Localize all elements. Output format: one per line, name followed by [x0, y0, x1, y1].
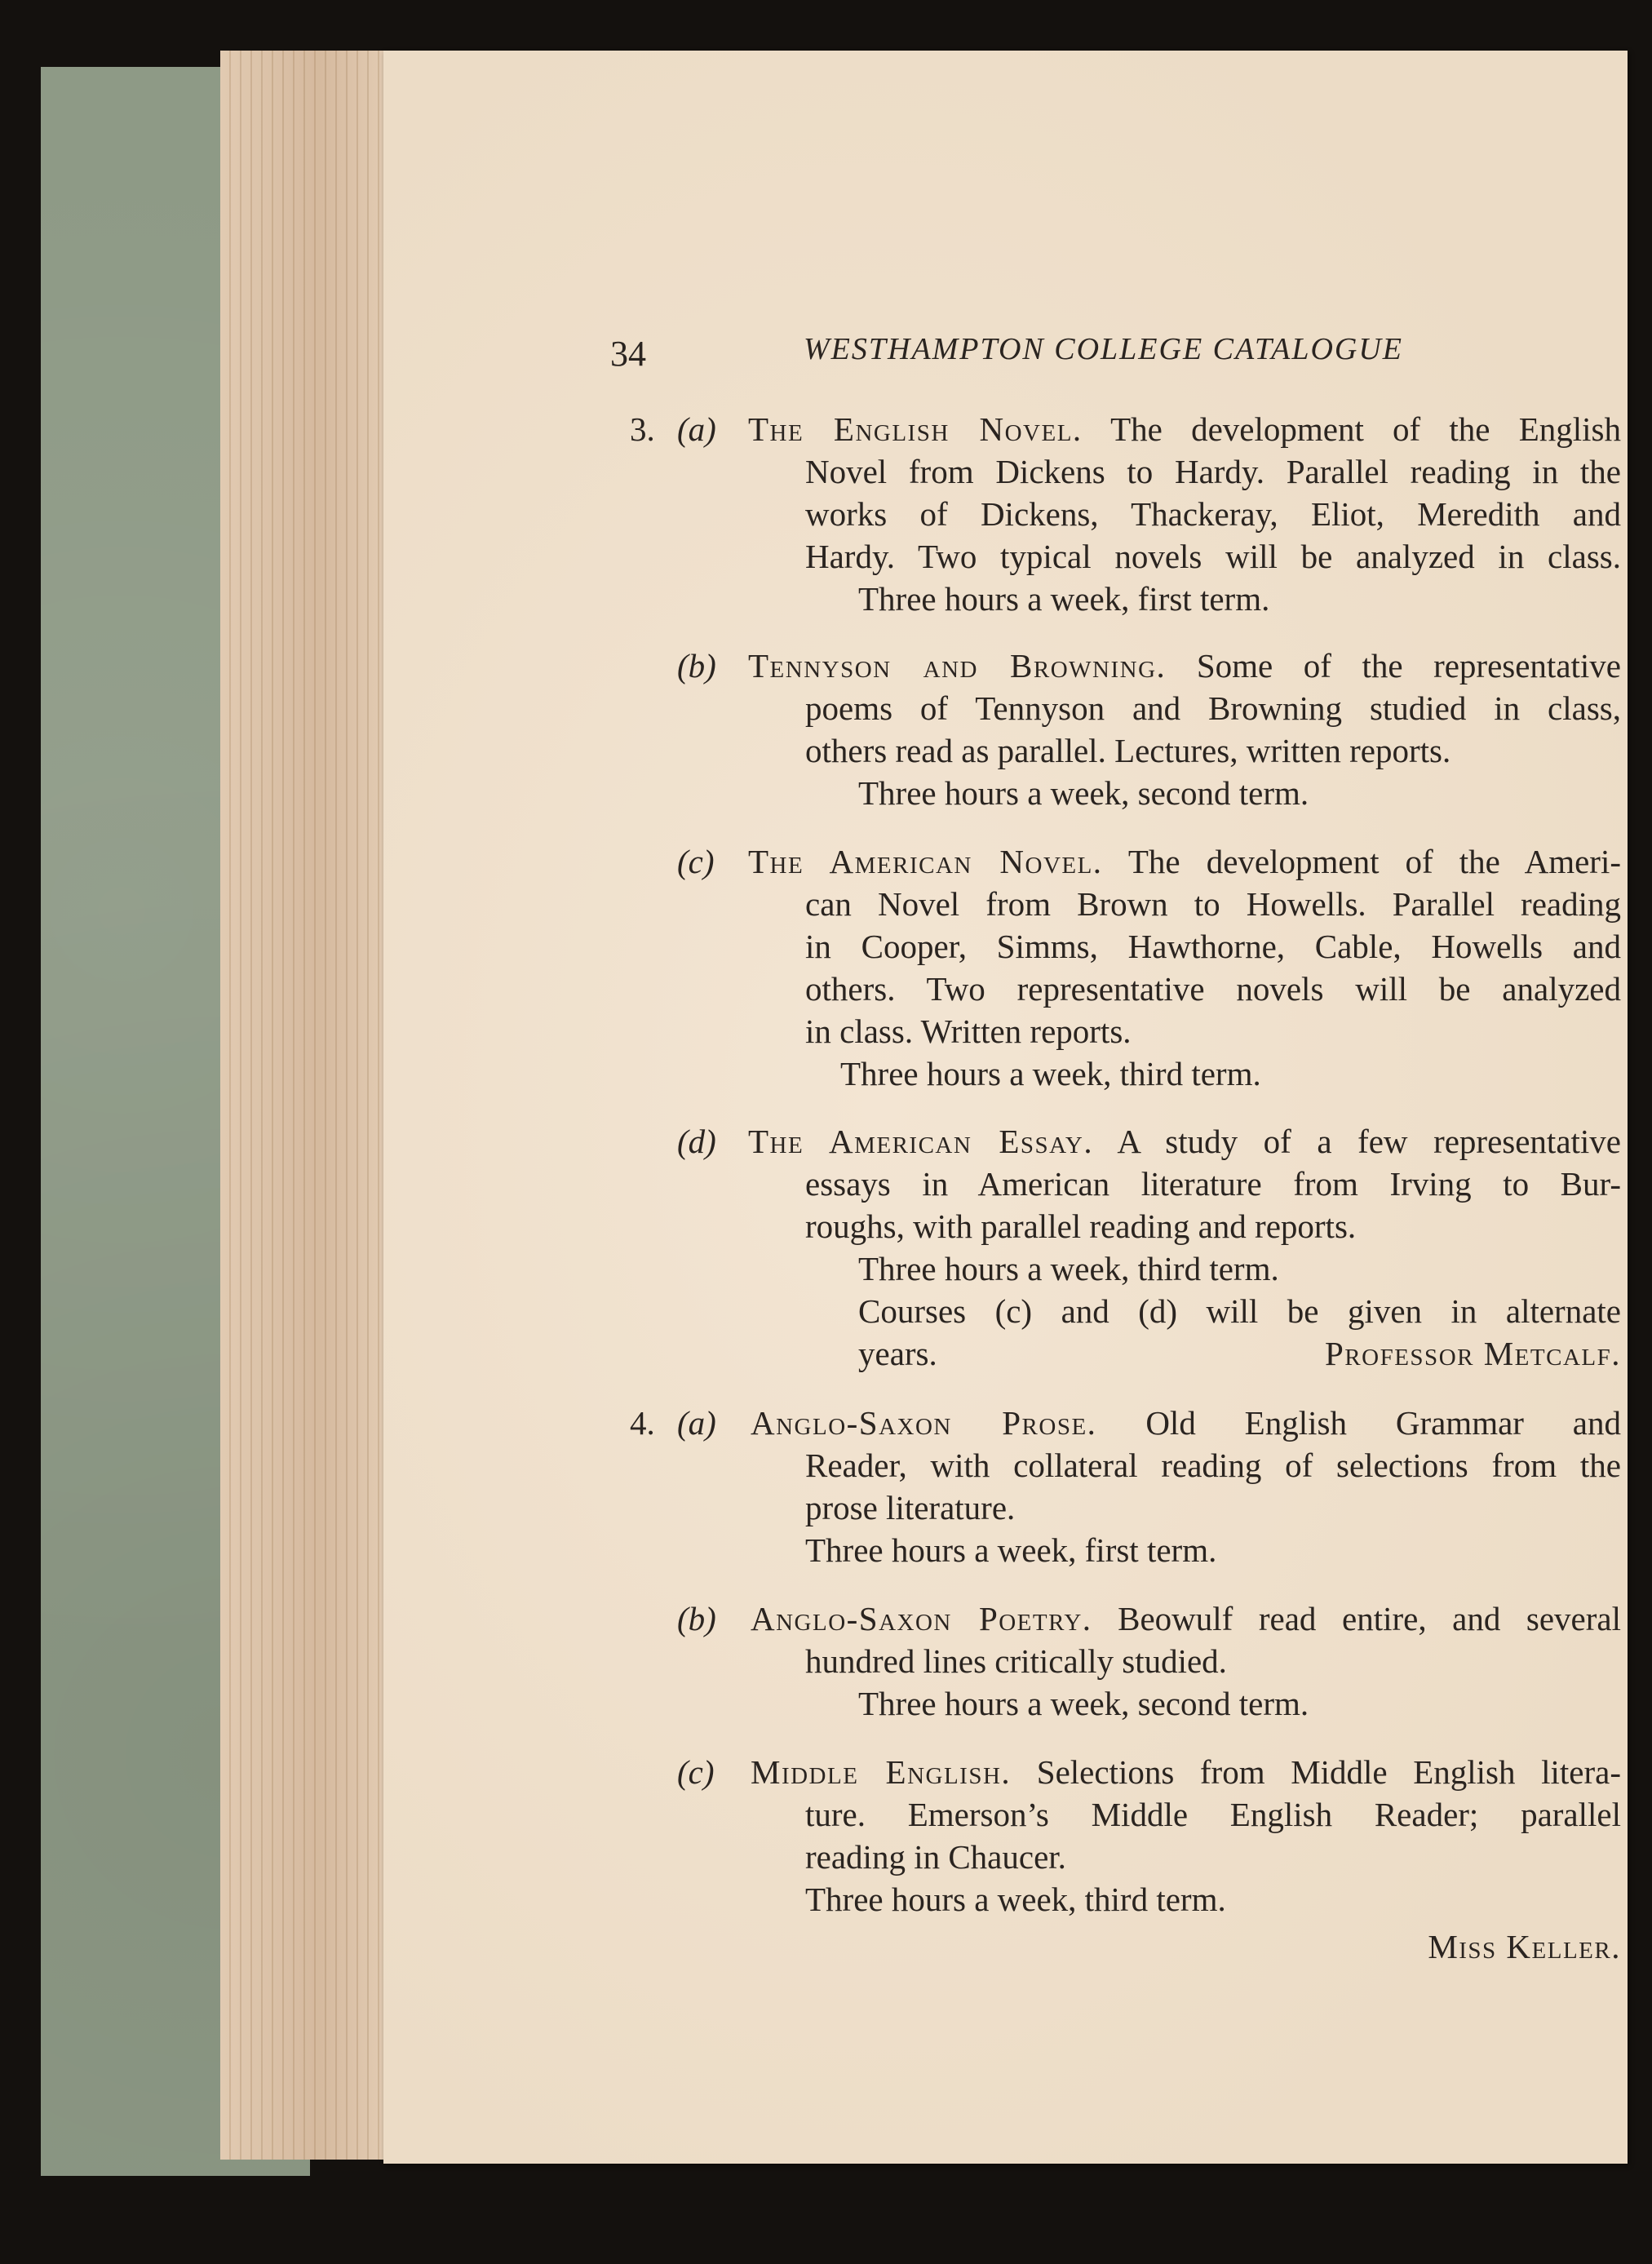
course-line: roughs, with parallel reading and reports. [805, 1207, 1357, 1245]
course-title: The American Essay. [748, 1123, 1094, 1160]
course-line: others read as parallel. Lectures, written reports. [805, 732, 1451, 769]
instructor-name: Professor Metcalf. [1325, 1335, 1621, 1372]
course-text: A study of a few representative [1117, 1123, 1621, 1160]
course-hours: Three hours a week, third term. [858, 1250, 1279, 1287]
item-letter: (c) [677, 843, 715, 880]
course-hours: Three hours a week, second term. [858, 774, 1309, 812]
page-number: 34 [610, 334, 646, 374]
course-hours: Three hours a week, third term. [840, 1055, 1261, 1092]
course-hours: Three hours a week, third term. [805, 1881, 1226, 1918]
course-hours: Three hours a week, first term. [805, 1531, 1217, 1569]
course-line [751, 1751, 1621, 1793]
course-text: Selections from Middle English litera- [1036, 1753, 1621, 1791]
course-title: Anglo-Saxon Poetry. [751, 1600, 1092, 1637]
course-text: Old English Grammar and [1145, 1404, 1622, 1442]
course-title: Middle English. [751, 1753, 1012, 1791]
course-line: Reader, with collateral reading of selections from the [805, 1447, 1621, 1484]
course-line: can Novel from Brown to Howells. Parallel reading [805, 885, 1621, 923]
course-line: in Cooper, Simms, Hawthorne, Cable, Howells and [805, 928, 1621, 965]
course-line: works of Dickens, Thackeray, Eliot, Meredith and [805, 495, 1621, 533]
course-line: in class. Written reports. [805, 1012, 1132, 1050]
course-line [748, 840, 1621, 883]
course-line [751, 1402, 1621, 1444]
course-note: Courses (c) and (d) will be given in alternate [858, 1292, 1621, 1330]
course-text: Beowulf read entire, and several [1118, 1600, 1621, 1637]
course-text: Some of the representative [1196, 647, 1622, 685]
course-line: hundred lines critically studied. [805, 1642, 1227, 1680]
course-title: The American Novel. [748, 843, 1103, 880]
course-line [748, 645, 1621, 687]
course-line: poems of Tennyson and Browning studied in class, [805, 689, 1621, 727]
item-letter: (d) [677, 1123, 716, 1160]
course-title: Tennyson and Browning. [748, 647, 1167, 685]
course-line: ture. Emerson’s Middle English Reader; parallel [805, 1796, 1621, 1833]
course-text: The development of the English [1110, 410, 1621, 448]
section-number: 3. [630, 410, 655, 448]
course-hours: Three hours a week, first term. [858, 580, 1270, 618]
course-hours: Three hours a week, second term. [858, 1685, 1309, 1722]
running-title: WESTHAMPTON COLLEGE CATALOGUE [804, 332, 1404, 366]
course-text: The development of the Ameri- [1127, 843, 1621, 880]
course-line [751, 1597, 1621, 1640]
page-edges [220, 51, 383, 2160]
course-line: others. Two representative novels will be analyzed [805, 970, 1621, 1008]
section-number: 4. [630, 1404, 655, 1442]
course-title: The English Novel. [748, 410, 1083, 448]
course-line: Hardy. Two typical novels will be analyzed in class. [805, 538, 1621, 575]
course-line [748, 1120, 1621, 1163]
item-letter: (c) [677, 1753, 715, 1791]
course-note: years. [858, 1335, 937, 1372]
course-title: Anglo-Saxon Prose. [751, 1404, 1097, 1442]
item-letter: (a) [677, 1404, 716, 1442]
instructor-name: Miss Keller. [1428, 1928, 1621, 1965]
course-line: Novel from Dickens to Hardy. Parallel reading in the [805, 453, 1621, 490]
course-line: prose literature. [805, 1489, 1016, 1526]
item-letter: (b) [677, 1600, 716, 1637]
item-letter: (b) [677, 647, 716, 685]
course-line: essays in American literature from Irving to Bur- [805, 1165, 1621, 1203]
course-line: reading in Chaucer. [805, 1838, 1066, 1876]
item-letter: (a) [677, 410, 716, 448]
course-line [748, 408, 1621, 450]
